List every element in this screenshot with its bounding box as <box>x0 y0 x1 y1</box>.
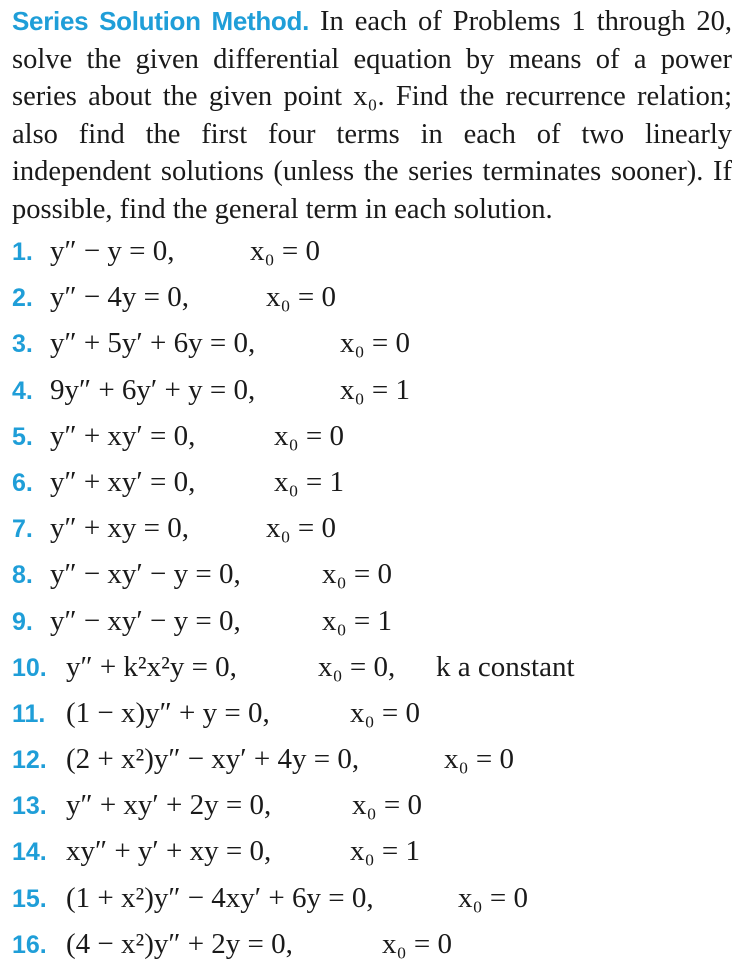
problem-equation: y″ + k²x²y = 0, <box>66 651 237 683</box>
problem-equation: (4 − x²)y″ + 2y = 0, <box>66 928 293 960</box>
problem-number: 16. <box>12 931 47 959</box>
problem-equation: y″ − y = 0, <box>50 235 175 267</box>
problem-number: 13. <box>12 792 47 820</box>
problem-6 <box>12 459 344 505</box>
problem-11 <box>12 690 420 736</box>
problem-9 <box>12 598 392 644</box>
problem-equation: y″ + 5y′ + 6y = 0, <box>50 327 256 359</box>
problem-point: x₀ = 1 <box>322 605 392 637</box>
problem-point: x₀ = 1 <box>340 374 410 406</box>
section-heading: Series Solution Method. <box>12 6 310 36</box>
problem-equation: y″ − 4y = 0, <box>50 281 190 313</box>
problem-number: 5. <box>12 423 33 451</box>
problem-equation: y″ − xy′ − y = 0, <box>50 605 241 637</box>
problem-point: x₀ = 0 <box>266 281 336 313</box>
problem-4 <box>12 367 410 413</box>
problem-1 <box>12 228 320 274</box>
problem-equation: y″ − xy′ − y = 0, <box>50 558 241 590</box>
problem-number: 15. <box>12 885 47 913</box>
problem-number: 4. <box>12 377 33 405</box>
problem-number: 1. <box>12 238 33 266</box>
problem-point: x₀ = 0 <box>266 512 336 544</box>
problem-number: 7. <box>12 515 33 543</box>
problem-equation: y″ + xy′ + 2y = 0, <box>66 789 272 821</box>
problem-5 <box>12 413 344 459</box>
problem-7 <box>12 505 336 551</box>
problem-10 <box>12 644 575 690</box>
problem-point: x₀ = 0, <box>318 651 396 683</box>
problem-3 <box>12 320 410 366</box>
problem-point: x₀ = 1 <box>274 466 344 498</box>
problem-number: 12. <box>12 746 47 774</box>
problem-equation: y″ + xy′ = 0, <box>50 466 196 498</box>
problem-point: x₀ = 0 <box>458 882 528 914</box>
problem-equation: y″ + xy = 0, <box>50 512 190 544</box>
problem-point: x₀ = 0 <box>250 235 320 267</box>
problem-number: 3. <box>12 330 33 358</box>
problem-14 <box>12 828 420 874</box>
problem-point: x₀ = 0 <box>322 558 392 590</box>
problem-number: 6. <box>12 469 33 497</box>
problem-equation: (2 + x²)y″ − xy′ + 4y = 0, <box>66 743 360 775</box>
problem-equation: xy″ + y′ + xy = 0, <box>66 835 272 867</box>
problem-equation: y″ + xy′ = 0, <box>50 420 196 452</box>
problem-number: 11. <box>12 700 46 728</box>
problem-13 <box>12 782 422 828</box>
problem-point: x₀ = 0 <box>382 928 452 960</box>
intro-text: In each of Problems 1 through 20, solve the given differential equation by means of a power series about the given point x₀. Find the recurrence relation; also find the first four terms in each of two linearly independent solutions (unless the series terminates sooner). If possible, find the general term in each solution. <box>12 6 732 225</box>
problem-8 <box>12 551 392 597</box>
problem-point: x₀ = 1 <box>350 835 420 867</box>
problem-15 <box>12 875 528 921</box>
problem-point: x₀ = 0 <box>340 327 410 359</box>
problem-point: x₀ = 0 <box>352 789 422 821</box>
problem-equation: (1 − x)y″ + y = 0, <box>66 697 270 729</box>
problem-number: 10. <box>12 654 47 682</box>
problem-note: k a constant <box>436 651 575 683</box>
problem-number: 14. <box>12 838 47 866</box>
problem-equation: 9y″ + 6y′ + y = 0, <box>50 374 256 406</box>
problem-point: x₀ = 0 <box>444 743 514 775</box>
problem-point: x₀ = 0 <box>350 697 420 729</box>
problem-number: 8. <box>12 561 33 589</box>
problem-2 <box>12 274 336 320</box>
problem-equation: (1 + x²)y″ − 4xy′ + 6y = 0, <box>66 882 374 914</box>
problem-point: x₀ = 0 <box>274 420 344 452</box>
problem-number: 9. <box>12 608 33 636</box>
problem-number: 2. <box>12 284 33 312</box>
problem-16 <box>12 921 452 967</box>
problem-12 <box>12 736 514 782</box>
